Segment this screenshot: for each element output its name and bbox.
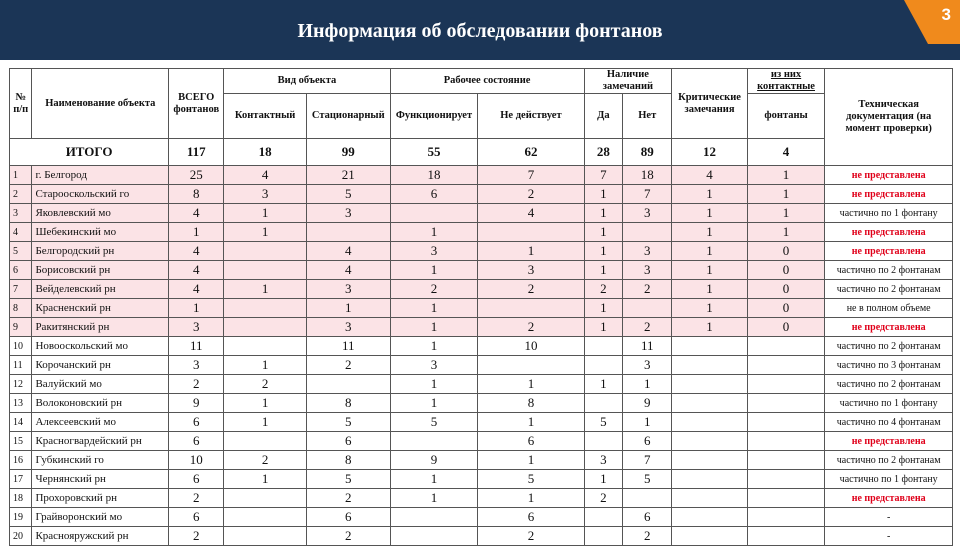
cell-doc: не представлена [825, 185, 953, 204]
cell-n: 15 [10, 432, 32, 451]
cell-contact-critical [747, 508, 825, 527]
cell-contact [224, 318, 307, 337]
cell-contact [224, 299, 307, 318]
cell-n: 18 [10, 489, 32, 508]
cell-stationary: 3 [306, 204, 390, 223]
cell-no: 2 [623, 318, 672, 337]
table-row [10, 166, 953, 185]
cell-not-working: 1 [478, 451, 584, 470]
cell-functional: 1 [390, 223, 478, 242]
table-row [10, 280, 953, 299]
cell-not-working: 5 [478, 470, 584, 489]
header-not-working: Не действует [478, 94, 584, 139]
cell-name: Шебекинский мо [32, 223, 169, 242]
cell-total: 10 [169, 451, 224, 470]
totals-critical: 12 [672, 139, 748, 166]
table-row [10, 356, 953, 375]
cell-total: 6 [169, 432, 224, 451]
cell-critical [672, 470, 748, 489]
cell-stationary: 4 [306, 242, 390, 261]
cell-n: 19 [10, 508, 32, 527]
cell-no: 1 [623, 375, 672, 394]
cell-not-working: 1 [478, 242, 584, 261]
cell-critical [672, 394, 748, 413]
cell-name: Ракитянский рн [32, 318, 169, 337]
cell-stationary: 11 [306, 337, 390, 356]
cell-stationary: 2 [306, 489, 390, 508]
cell-not-working [478, 356, 584, 375]
cell-name: г. Белгород [32, 166, 169, 185]
cell-yes: 1 [584, 299, 623, 318]
cell-functional: 1 [390, 470, 478, 489]
cell-functional: 18 [390, 166, 478, 185]
cell-name: Яковлевский мо [32, 204, 169, 223]
cell-yes [584, 337, 623, 356]
cell-yes: 1 [584, 204, 623, 223]
cell-name: Волоконовский рн [32, 394, 169, 413]
cell-not-working: 3 [478, 261, 584, 280]
totals-not-working: 62 [478, 139, 584, 166]
cell-no: 3 [623, 356, 672, 375]
cell-name: Борисовский рн [32, 261, 169, 280]
cell-n: 20 [10, 527, 32, 546]
cell-contact-critical: 1 [747, 204, 825, 223]
cell-contact-critical [747, 470, 825, 489]
cell-functional: 1 [390, 299, 478, 318]
cell-stationary [306, 375, 390, 394]
cell-yes: 1 [584, 185, 623, 204]
cell-n: 7 [10, 280, 32, 299]
cell-name: Красненский рн [32, 299, 169, 318]
cell-contact-critical [747, 356, 825, 375]
cell-contact: 2 [224, 451, 307, 470]
cell-total: 4 [169, 261, 224, 280]
cell-not-working: 4 [478, 204, 584, 223]
table-row [10, 432, 953, 451]
cell-stationary: 1 [306, 299, 390, 318]
cell-no: 3 [623, 261, 672, 280]
cell-not-working: 8 [478, 394, 584, 413]
cell-functional [390, 432, 478, 451]
cell-n: 16 [10, 451, 32, 470]
cell-critical: 1 [672, 204, 748, 223]
cell-critical: 1 [672, 261, 748, 280]
cell-doc: не представлена [825, 242, 953, 261]
cell-stationary: 8 [306, 451, 390, 470]
cell-critical: 1 [672, 223, 748, 242]
cell-not-working: 2 [478, 185, 584, 204]
cell-contact: 1 [224, 223, 307, 242]
table-row [10, 489, 953, 508]
cell-yes [584, 432, 623, 451]
cell-contact [224, 527, 307, 546]
cell-contact [224, 261, 307, 280]
cell-functional [390, 527, 478, 546]
cell-stationary: 5 [306, 470, 390, 489]
cell-critical [672, 375, 748, 394]
cell-not-working: 2 [478, 527, 584, 546]
cell-n: 11 [10, 356, 32, 375]
cell-doc: частично по 4 фонтанам [825, 413, 953, 432]
header-contact: Контактный [224, 94, 307, 139]
cell-name: Старооскольский го [32, 185, 169, 204]
cell-stationary: 8 [306, 394, 390, 413]
cell-yes: 5 [584, 413, 623, 432]
cell-functional: 1 [390, 261, 478, 280]
cell-contact [224, 432, 307, 451]
cell-doc: не в полном объеме [825, 299, 953, 318]
cell-doc: не представлена [825, 318, 953, 337]
cell-name: Вейделевский рн [32, 280, 169, 299]
cell-contact: 1 [224, 280, 307, 299]
cell-total: 1 [169, 299, 224, 318]
cell-total: 6 [169, 413, 224, 432]
cell-not-working: 2 [478, 280, 584, 299]
cell-critical [672, 432, 748, 451]
cell-critical [672, 451, 748, 470]
cell-n: 10 [10, 337, 32, 356]
cell-no [623, 223, 672, 242]
totals-functional: 55 [390, 139, 478, 166]
cell-not-working: 1 [478, 489, 584, 508]
header-critical: Критические замечания [672, 69, 748, 139]
cell-n: 4 [10, 223, 32, 242]
cell-not-working: 10 [478, 337, 584, 356]
cell-contact-critical: 1 [747, 223, 825, 242]
cell-contact-critical [747, 375, 825, 394]
cell-n: 9 [10, 318, 32, 337]
cell-total: 3 [169, 318, 224, 337]
cell-yes: 1 [584, 470, 623, 489]
cell-contact-critical: 0 [747, 242, 825, 261]
cell-stationary: 4 [306, 261, 390, 280]
cell-yes: 2 [584, 280, 623, 299]
cell-stationary: 2 [306, 527, 390, 546]
cell-functional: 6 [390, 185, 478, 204]
cell-name: Новооскольский мо [32, 337, 169, 356]
cell-name: Краснояружский рн [32, 527, 169, 546]
cell-n: 8 [10, 299, 32, 318]
cell-total: 4 [169, 242, 224, 261]
table-row [10, 413, 953, 432]
cell-total: 2 [169, 489, 224, 508]
cell-contact-critical [747, 394, 825, 413]
cell-total: 9 [169, 394, 224, 413]
header-of-them: из них контактные [747, 69, 825, 94]
cell-yes: 7 [584, 166, 623, 185]
table-row [10, 394, 953, 413]
cell-stationary: 3 [306, 318, 390, 337]
cell-doc: частично по 1 фонтану [825, 470, 953, 489]
cell-n: 5 [10, 242, 32, 261]
cell-functional: 3 [390, 356, 478, 375]
totals-label: ИТОГО [10, 139, 169, 166]
cell-functional: 3 [390, 242, 478, 261]
cell-contact: 3 [224, 185, 307, 204]
cell-doc: не представлена [825, 223, 953, 242]
cell-critical [672, 489, 748, 508]
cell-critical: 1 [672, 318, 748, 337]
cell-critical: 1 [672, 280, 748, 299]
cell-no: 11 [623, 337, 672, 356]
header-yes: Да [584, 94, 623, 139]
cell-yes [584, 356, 623, 375]
fountain-table-container [9, 68, 953, 546]
cell-not-working: 6 [478, 432, 584, 451]
table-body [10, 166, 953, 546]
header-stationary: Стационарный [306, 94, 390, 139]
cell-no: 18 [623, 166, 672, 185]
cell-total: 25 [169, 166, 224, 185]
cell-contact-critical: 0 [747, 261, 825, 280]
header-num: № п/п [10, 69, 32, 139]
cell-no [623, 489, 672, 508]
cell-name: Корочанский рн [32, 356, 169, 375]
cell-contact-critical [747, 451, 825, 470]
cell-functional: 9 [390, 451, 478, 470]
cell-contact-critical: 0 [747, 318, 825, 337]
cell-critical: 1 [672, 185, 748, 204]
totals-contact-critical: 4 [747, 139, 825, 166]
header-name: Наименование объекта [32, 69, 169, 139]
cell-critical [672, 356, 748, 375]
cell-contact [224, 508, 307, 527]
page-title: Информация об обследовании фонтанов [297, 20, 663, 42]
table-row [10, 527, 953, 546]
cell-contact-critical: 1 [747, 166, 825, 185]
cell-contact-critical [747, 527, 825, 546]
cell-total: 8 [169, 185, 224, 204]
cell-total: 3 [169, 356, 224, 375]
cell-critical [672, 508, 748, 527]
cell-doc: частично по 2 фонтанам [825, 375, 953, 394]
cell-contact-critical [747, 337, 825, 356]
cell-functional [390, 204, 478, 223]
cell-yes: 1 [584, 318, 623, 337]
table-row [10, 375, 953, 394]
cell-doc: частично по 3 фонтанам [825, 356, 953, 375]
cell-stationary [306, 223, 390, 242]
header-doc: Техническая документация (на момент проверки) [825, 69, 953, 166]
totals-total: 117 [169, 139, 224, 166]
cell-functional [390, 508, 478, 527]
cell-critical: 1 [672, 242, 748, 261]
cell-total: 2 [169, 527, 224, 546]
cell-contact-critical [747, 489, 825, 508]
cell-doc: - [825, 527, 953, 546]
cell-contact: 4 [224, 166, 307, 185]
cell-contact: 1 [224, 394, 307, 413]
table-row [10, 223, 953, 242]
totals-stationary: 99 [306, 139, 390, 166]
cell-yes [584, 394, 623, 413]
cell-functional: 1 [390, 489, 478, 508]
table-row [10, 299, 953, 318]
totals-contact: 18 [224, 139, 307, 166]
cell-name: Чернянский рн [32, 470, 169, 489]
table-row [10, 318, 953, 337]
cell-doc: не представлена [825, 432, 953, 451]
cell-total: 4 [169, 204, 224, 223]
cell-n: 13 [10, 394, 32, 413]
cell-no: 1 [623, 413, 672, 432]
header-type-group: Вид объекта [224, 69, 390, 94]
cell-contact-critical: 1 [747, 185, 825, 204]
header-state-group: Рабочее состояние [390, 69, 584, 94]
cell-stationary: 5 [306, 413, 390, 432]
cell-doc: частично по 2 фонтанам [825, 337, 953, 356]
cell-yes: 1 [584, 223, 623, 242]
cell-yes: 3 [584, 451, 623, 470]
cell-n: 14 [10, 413, 32, 432]
cell-functional: 1 [390, 318, 478, 337]
cell-doc: частично по 2 фонтанам [825, 261, 953, 280]
cell-contact: 1 [224, 204, 307, 223]
table-row [10, 242, 953, 261]
cell-contact-critical: 0 [747, 280, 825, 299]
cell-total: 6 [169, 508, 224, 527]
header-fountains: фонтаны [747, 94, 825, 139]
cell-yes: 1 [584, 242, 623, 261]
cell-contact [224, 242, 307, 261]
cell-doc: частично по 1 фонтану [825, 394, 953, 413]
cell-no: 3 [623, 242, 672, 261]
table-row [10, 451, 953, 470]
cell-n: 12 [10, 375, 32, 394]
cell-yes: 1 [584, 261, 623, 280]
cell-critical [672, 413, 748, 432]
cell-no: 6 [623, 508, 672, 527]
cell-not-working [478, 223, 584, 242]
cell-not-working: 6 [478, 508, 584, 527]
table-row [10, 508, 953, 527]
cell-no: 3 [623, 204, 672, 223]
cell-no: 7 [623, 451, 672, 470]
totals-no: 89 [623, 139, 672, 166]
table-row [10, 261, 953, 280]
cell-no: 2 [623, 280, 672, 299]
cell-critical: 1 [672, 299, 748, 318]
cell-stationary: 2 [306, 356, 390, 375]
cell-critical: 4 [672, 166, 748, 185]
cell-stationary: 6 [306, 508, 390, 527]
table-row [10, 185, 953, 204]
cell-doc: не представлена [825, 489, 953, 508]
cell-yes [584, 508, 623, 527]
table-row [10, 337, 953, 356]
cell-yes: 2 [584, 489, 623, 508]
cell-name: Валуйский мо [32, 375, 169, 394]
cell-total: 11 [169, 337, 224, 356]
cell-no: 5 [623, 470, 672, 489]
cell-no: 2 [623, 527, 672, 546]
cell-name: Красногвардейский рн [32, 432, 169, 451]
cell-contact-critical: 0 [747, 299, 825, 318]
cell-yes [584, 527, 623, 546]
cell-stationary: 21 [306, 166, 390, 185]
cell-stationary: 6 [306, 432, 390, 451]
cell-functional: 5 [390, 413, 478, 432]
cell-name: Губкинский го [32, 451, 169, 470]
cell-total: 1 [169, 223, 224, 242]
cell-doc: частично по 1 фонтану [825, 204, 953, 223]
cell-doc: частично по 2 фонтанам [825, 280, 953, 299]
header-no: Нет [623, 94, 672, 139]
cell-not-working: 7 [478, 166, 584, 185]
cell-not-working: 1 [478, 413, 584, 432]
cell-contact [224, 337, 307, 356]
cell-name: Алексеевский мо [32, 413, 169, 432]
cell-stationary: 3 [306, 280, 390, 299]
header-remarks-group: Наличие замечаний [584, 69, 672, 94]
cell-functional: 1 [390, 337, 478, 356]
cell-contact [224, 489, 307, 508]
cell-n: 2 [10, 185, 32, 204]
cell-n: 3 [10, 204, 32, 223]
fountain-table [9, 68, 953, 546]
cell-total: 4 [169, 280, 224, 299]
cell-critical [672, 337, 748, 356]
page-number: 3 [941, 5, 951, 24]
cell-no: 9 [623, 394, 672, 413]
cell-name: Прохоровский рн [32, 489, 169, 508]
cell-functional: 2 [390, 280, 478, 299]
cell-critical [672, 527, 748, 546]
table-row [10, 204, 953, 223]
cell-contact: 1 [224, 413, 307, 432]
header-total: ВСЕГО фонтанов [169, 69, 224, 139]
cell-no: 6 [623, 432, 672, 451]
cell-doc: - [825, 508, 953, 527]
cell-no: 7 [623, 185, 672, 204]
cell-name: Белгородский рн [32, 242, 169, 261]
cell-name: Грайворонский мо [32, 508, 169, 527]
cell-yes: 1 [584, 375, 623, 394]
table-row [10, 470, 953, 489]
cell-functional: 1 [390, 375, 478, 394]
cell-functional: 1 [390, 394, 478, 413]
cell-total: 6 [169, 470, 224, 489]
cell-not-working: 1 [478, 375, 584, 394]
cell-not-working [478, 299, 584, 318]
cell-contact: 1 [224, 356, 307, 375]
cell-contact-critical [747, 413, 825, 432]
cell-n: 1 [10, 166, 32, 185]
cell-n: 6 [10, 261, 32, 280]
cell-no [623, 299, 672, 318]
cell-doc: не представлена [825, 166, 953, 185]
totals-yes: 28 [584, 139, 623, 166]
cell-total: 2 [169, 375, 224, 394]
cell-not-working: 2 [478, 318, 584, 337]
cell-contact: 2 [224, 375, 307, 394]
totals-row [10, 139, 953, 166]
cell-stationary: 5 [306, 185, 390, 204]
cell-doc: частично по 2 фонтанам [825, 451, 953, 470]
header-functional: Функционирует [390, 94, 478, 139]
cell-n: 17 [10, 470, 32, 489]
cell-contact-critical [747, 432, 825, 451]
cell-contact: 1 [224, 470, 307, 489]
